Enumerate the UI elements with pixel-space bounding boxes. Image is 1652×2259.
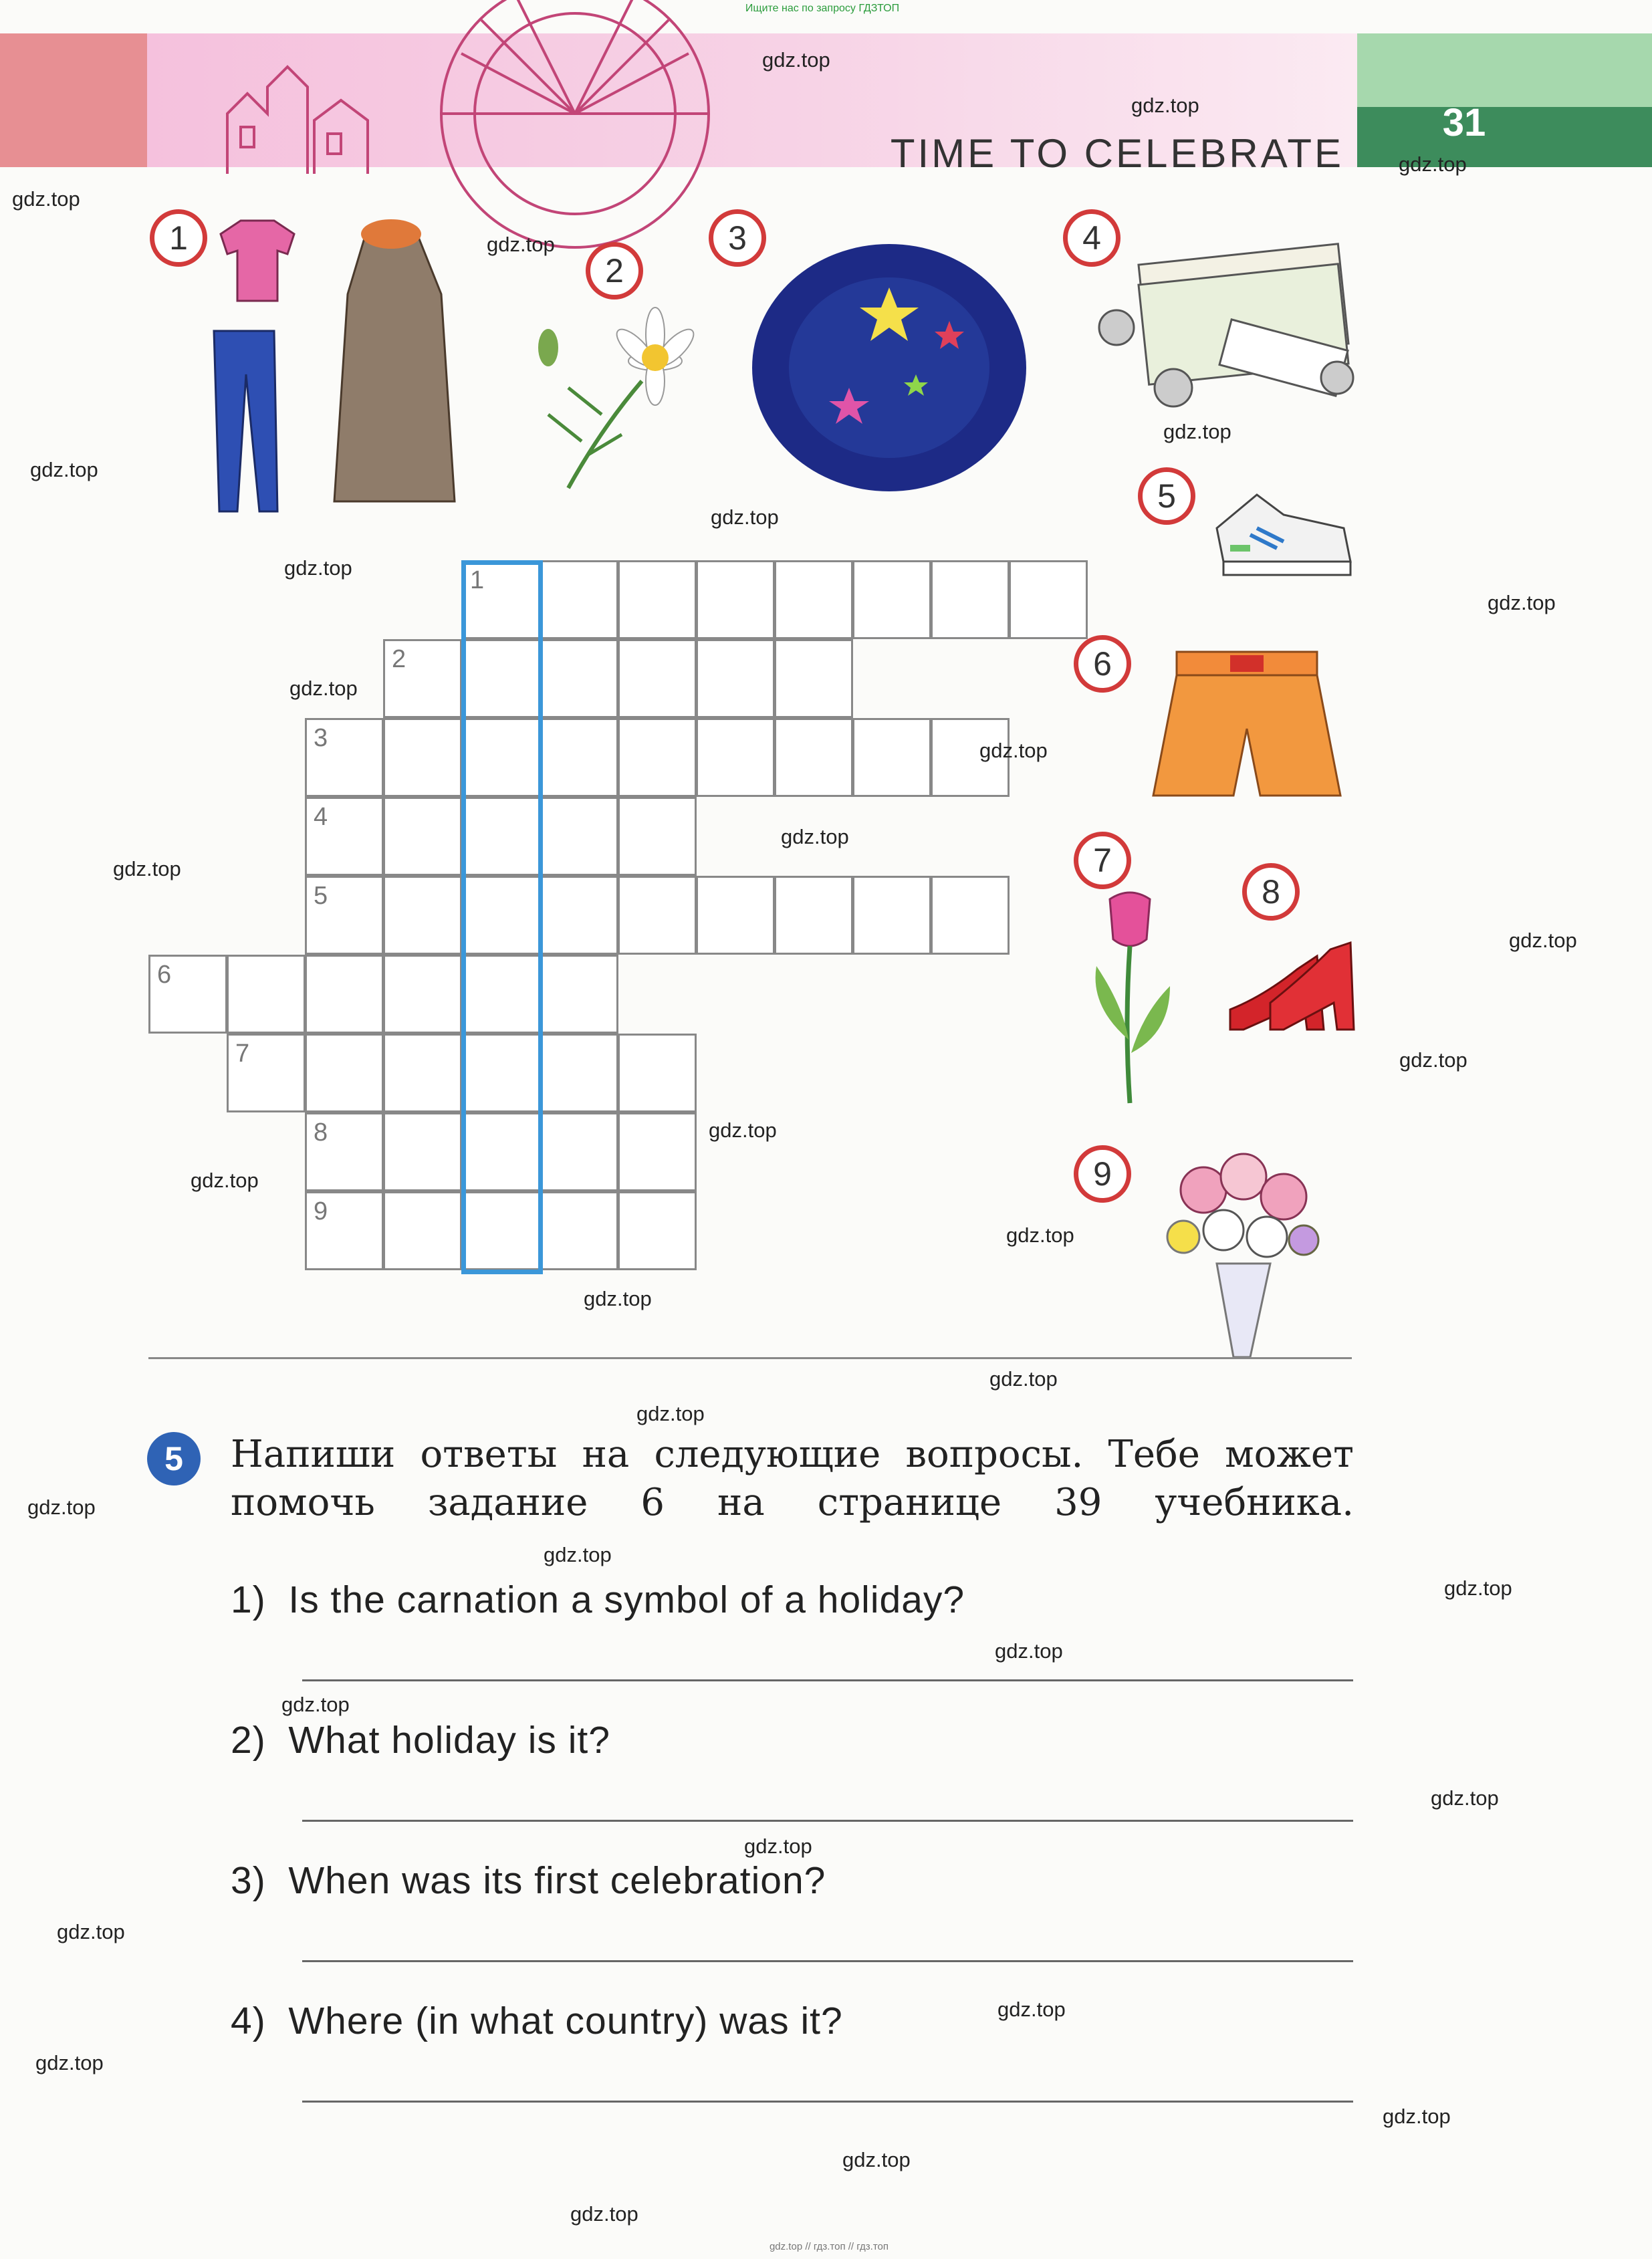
crossword-cell[interactable] (696, 560, 775, 639)
bottom-note: gdz.top // гдз.топ // гдз.топ (769, 2241, 889, 2252)
crossword-cell[interactable] (540, 1034, 618, 1112)
watermark: gdz.top (1488, 591, 1556, 614)
crossword-cell[interactable] (148, 955, 227, 1034)
clothes-illustration (201, 214, 481, 521)
top-search-note: Ищите нас по запросу ГДЗТОП (745, 3, 900, 14)
clue-number: 5 (314, 882, 328, 910)
shoes-illustration (1223, 929, 1357, 1050)
watermark: gdz.top (1131, 94, 1199, 117)
crossword-cell[interactable] (305, 797, 384, 876)
watermark: gdz.top (979, 739, 1048, 762)
clue-number: 1 (470, 566, 485, 594)
watermark: gdz.top (570, 2202, 638, 2226)
crossword-cell[interactable] (305, 1191, 384, 1270)
crossword-cell[interactable] (852, 560, 931, 639)
watermark: gdz.top (744, 1834, 812, 1858)
clue-number: 3 (314, 724, 328, 752)
header-left-block (0, 33, 147, 167)
watermark: gdz.top (544, 1543, 612, 1566)
watermark: gdz.top (1444, 1576, 1512, 1600)
watermark: gdz.top (1163, 420, 1231, 443)
crossword-cell[interactable] (305, 955, 384, 1034)
crossword-cell[interactable] (305, 718, 384, 797)
picture-number: 6 (1074, 635, 1131, 693)
question-3 (231, 1859, 826, 1903)
clue-number: 6 (157, 961, 172, 989)
answer-line-3[interactable] (302, 1960, 1353, 1962)
question-text: Where (in what country) was it? (288, 2000, 843, 2042)
question-4 (231, 1999, 843, 2043)
watermark: gdz.top (781, 825, 849, 848)
crossword-cell[interactable] (618, 797, 697, 876)
section-title: TIME TO CELEBRATE (890, 131, 1344, 176)
picture-number: 5 (1138, 467, 1195, 525)
crossword-cell[interactable] (774, 876, 853, 955)
crossword-cell[interactable] (852, 718, 931, 797)
crossword-cell[interactable] (227, 1034, 306, 1112)
picture-number: 2 (586, 242, 643, 300)
crossword-key-column (461, 560, 543, 1274)
crossword-cell[interactable] (540, 955, 618, 1034)
watermark: gdz.top (1399, 1048, 1467, 1072)
money-illustration (1090, 234, 1371, 414)
watermark: gdz.top (1509, 929, 1577, 952)
watermark: gdz.top (1399, 152, 1467, 176)
picture-number: 9 (1074, 1145, 1131, 1203)
crossword-cell[interactable] (540, 718, 618, 797)
watermark: gdz.top (1383, 2105, 1451, 2128)
daisy-illustration (528, 308, 702, 495)
crossword-cell[interactable] (931, 876, 1010, 955)
crossword-cell[interactable] (383, 1034, 462, 1112)
bouquet-illustration (1157, 1143, 1330, 1364)
answer-line-2[interactable] (302, 1820, 1353, 1822)
answer-line-1[interactable] (302, 1679, 1353, 1681)
watermark: gdz.top (27, 1496, 96, 1519)
watermark: gdz.top (989, 1367, 1058, 1391)
watermark: gdz.top (636, 1402, 705, 1425)
crossword-cell[interactable] (305, 1034, 384, 1112)
crossword-cell[interactable] (774, 639, 853, 718)
page-number: 31 (1442, 101, 1486, 144)
question-2 (231, 1718, 610, 1762)
crossword-cell[interactable] (383, 639, 462, 718)
shorts-illustration (1150, 648, 1344, 809)
question-number: 2) (231, 1719, 266, 1762)
crossword-cell[interactable] (305, 876, 384, 955)
watermark: gdz.top (30, 458, 98, 481)
crossword-cell[interactable] (383, 955, 462, 1034)
crossword-cell[interactable] (618, 639, 697, 718)
watermark: gdz.top (709, 1118, 777, 1142)
question-number: 3) (231, 1859, 266, 1902)
exercise-number-badge: 5 (147, 1432, 201, 1485)
crossword-cell[interactable] (696, 876, 775, 955)
crossword-cell[interactable] (540, 876, 618, 955)
watermark: gdz.top (281, 1693, 350, 1716)
crossword-cell[interactable] (852, 876, 931, 955)
crossword-cell[interactable] (1009, 560, 1088, 639)
crossword-cell[interactable] (383, 1191, 462, 1270)
clue-number: 8 (314, 1118, 328, 1147)
crossword-cell[interactable] (540, 1112, 618, 1191)
crossword-cell[interactable] (774, 560, 853, 639)
crossword-cell[interactable] (383, 1112, 462, 1191)
watermark: gdz.top (191, 1169, 259, 1192)
picture-number: 3 (709, 209, 766, 267)
clue-number: 7 (235, 1040, 250, 1068)
crossword-cell[interactable] (383, 718, 462, 797)
question-number: 1) (231, 1578, 266, 1621)
watermark: gdz.top (584, 1287, 652, 1310)
crossword-cell[interactable] (618, 1034, 697, 1112)
question-number: 4) (231, 2000, 266, 2042)
crossword-cell[interactable] (696, 639, 775, 718)
watermark: gdz.top (995, 1639, 1063, 1663)
trainers-illustration (1210, 475, 1357, 582)
section-divider (148, 1357, 1352, 1359)
crossword-cell[interactable] (618, 560, 697, 639)
picture-number: 1 (150, 209, 207, 267)
watermark: gdz.top (12, 187, 80, 211)
watermark: gdz.top (284, 556, 352, 580)
watermark: gdz.top (997, 1998, 1066, 2021)
tulip-illustration (1083, 893, 1177, 1106)
fireworks-illustration (749, 241, 1030, 495)
watermark: gdz.top (1431, 1786, 1499, 1810)
question-text: Is the carnation a symbol of a holiday? (288, 1578, 965, 1621)
question-text: What holiday is it? (288, 1719, 610, 1762)
crossword-cell[interactable] (383, 876, 462, 955)
clue-number: 9 (314, 1197, 328, 1225)
watermark: gdz.top (1006, 1223, 1074, 1247)
crossword-cell[interactable] (931, 560, 1010, 639)
watermark: gdz.top (762, 48, 830, 72)
picture-number: 7 (1074, 832, 1131, 889)
crossword-cell[interactable] (618, 1191, 697, 1270)
crossword-cell[interactable] (305, 1112, 384, 1191)
crossword-cell[interactable] (774, 718, 853, 797)
crossword-cell[interactable] (618, 1112, 697, 1191)
crossword-cell[interactable] (540, 639, 618, 718)
watermark: gdz.top (487, 233, 555, 256)
crossword-cell[interactable] (696, 718, 775, 797)
clue-number: 2 (392, 645, 406, 673)
watermark: gdz.top (289, 677, 358, 700)
watermark: gdz.top (711, 505, 779, 529)
question-text: When was its first celebration? (288, 1859, 826, 1902)
question-1 (231, 1578, 965, 1622)
watermark: gdz.top (842, 2148, 911, 2171)
crossword-cell[interactable] (383, 797, 462, 876)
crossword-cell[interactable] (618, 876, 697, 955)
answer-line-4[interactable] (302, 2101, 1353, 2103)
watermark: gdz.top (113, 857, 181, 880)
crossword-cell[interactable] (227, 955, 306, 1034)
picture-number: 4 (1063, 209, 1120, 267)
watermark: gdz.top (35, 2051, 104, 2074)
crossword-cell[interactable] (540, 1191, 618, 1270)
crossword-cell[interactable] (540, 797, 618, 876)
exercise-instruction: Напиши ответы на следующие вопросы. Тебе может помочь задание 6 на странице 39 учебника. (231, 1433, 1354, 1524)
ferris-wheel-illustration (227, 13, 776, 174)
clue-number: 4 (314, 803, 328, 831)
picture-number: 8 (1242, 863, 1300, 921)
crossword-cell[interactable] (540, 560, 618, 639)
crossword-cell[interactable] (618, 718, 697, 797)
watermark: gdz.top (57, 1920, 125, 1943)
